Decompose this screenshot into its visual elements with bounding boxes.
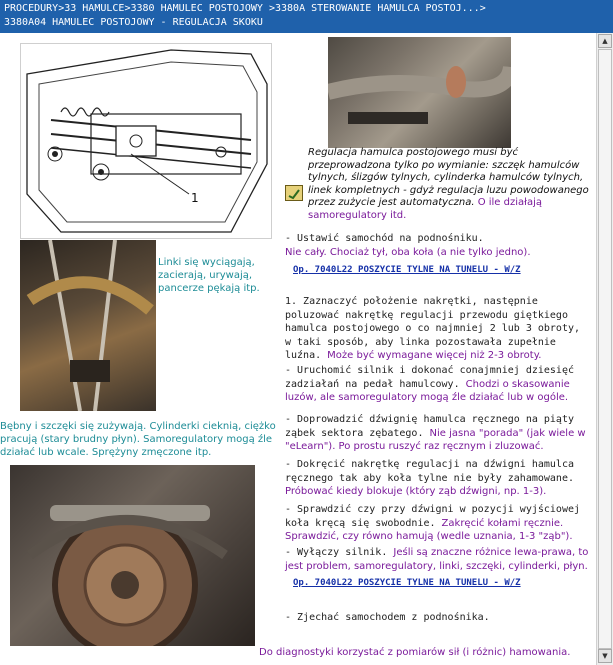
info-note xyxy=(308,147,592,222)
cable-photo-image xyxy=(20,240,156,411)
step-6 xyxy=(285,546,590,573)
step-2-comment: Chodzi o skasowanie luzów, ale samoregulatory mogą źle działać lub w ogóle. xyxy=(285,378,570,403)
info-note-comment: O ile działają samoregulatory itd. xyxy=(308,197,543,221)
step-2-text: - Uruchomić silnik i dokonać conajmniej dziesięć zadziałań na pedał hamulcowy. xyxy=(285,365,574,390)
step-3-comment: Nie jasna "porada" (jak wiele w "eLearn"). Po prostu ruszyć raz ręcznym i zluzować. xyxy=(285,427,586,452)
step-3 xyxy=(285,413,590,454)
breadcrumb-separator: > xyxy=(124,3,131,14)
drum-brake-photo-drawing xyxy=(10,465,255,646)
note-icon-glyph xyxy=(286,187,302,201)
breadcrumb-separator: > xyxy=(479,3,486,14)
breadcrumb-item-hamulec-postojowy[interactable]: 3380 HAMULEC POSTOJOWY xyxy=(130,3,263,14)
scrollbar-thumb[interactable] xyxy=(598,49,612,649)
breadcrumb-current: 3380A04 HAMULEC POSTOJOWY - REGULACJA SKOKU xyxy=(4,17,263,28)
step-1 xyxy=(285,295,590,363)
step-1-comment: Może być wymagane więcej niż 2-3 obroty. xyxy=(327,350,542,361)
breadcrumb-item-procedury[interactable]: PROCEDURY xyxy=(4,3,59,14)
step-1-text: 1. Zaznaczyć położenie nakrętki, następnie poluzować nakrętkę regulacji przewodu giętkiego hamulca postojowego o co najmniej 2 lub 3 obroty, w taki sposób, aby linka pozostawała zupełnie luźna. xyxy=(285,296,581,361)
step-5 xyxy=(285,503,590,544)
breadcrumb-item-sterowanie[interactable]: 3380A STEROWANIE HAMULCA POSTOJ... xyxy=(274,3,480,14)
drum-note: Bębny i szczęki się zużywają. Cylinderki cieknią, ciężko pracują (stary brudny płyn). Samoregulatory mogą źle działać lub wcale. Sprężyny zmęczone itp. xyxy=(0,421,276,458)
diagram-callout-label: 1 xyxy=(191,191,199,205)
step-5-text: - Sprawdzić czy przy dźwigni w pozycji wyjściowej koła kręcą się swobodnie. xyxy=(285,504,581,529)
op-link-2[interactable]: Op. 7040L22 POSZYCIE TYLNE NA TUNELU - W/Z xyxy=(293,578,521,588)
scroll-up-button[interactable]: ▲ xyxy=(598,34,612,48)
breadcrumb-item-hamulce[interactable]: 33 HAMULCE xyxy=(64,3,125,14)
step-4-comment: Próbować kiedy blokuje (który ząb dźwigni, np. 1-3). xyxy=(285,486,547,497)
breadcrumb-separator: > xyxy=(268,3,275,14)
step-3-text: - Doprowadzić dźwignię hamulca ręcznego na piąty ząbek sektora zębatego. xyxy=(285,414,574,439)
breadcrumb xyxy=(0,0,613,33)
drum-brake-photo-image xyxy=(10,465,255,646)
step-7: - Zjechać samochodem z podnośnika. xyxy=(285,612,490,623)
main-content xyxy=(0,33,596,665)
scroll-down-button[interactable]: ▼ xyxy=(598,649,612,663)
op-link-1[interactable]: Op. 7040L22 POSZYCIE TYLNE NA TUNELU - W/Z xyxy=(293,265,521,275)
step-4 xyxy=(285,458,590,499)
step-5-comment: Zakręcić kołami ręcznie. Sprawdzić, czy równo hamują (wedle uznania, 1-3 "ząb"). xyxy=(285,517,573,542)
step-2 xyxy=(285,364,590,405)
step-lift-car-text: - Ustawić samochód na podnośniku. xyxy=(285,233,484,244)
step-6-text: - Wyłączy silnik. xyxy=(285,547,388,558)
handbrake-photo-drawing xyxy=(328,37,511,148)
handbrake-photo-image xyxy=(328,37,511,148)
step-lift-car xyxy=(285,232,590,259)
vertical-scrollbar[interactable] xyxy=(596,33,613,665)
step-lift-car-comment: Nie cały. Chociaż tył, oba koła (a nie tylko jedno). xyxy=(285,246,531,258)
handbrake-diagram-drawing xyxy=(21,44,271,238)
info-note-text: Regulacja hamulca postojowego musi być przeprowadzona tylko po wymianie: szczęk hamulców tylnych, ślizgów tylnych, cylinderka hamulców tylnych, linek kompletnych - gdyż regulacja luzu powodowanego przez zużycie jest automatyczna. xyxy=(308,147,589,208)
cable-photo-drawing xyxy=(20,240,156,411)
footer-comment: Do diagnostyki korzystać z pomiarów sił (i różnic) hamowania. xyxy=(259,647,571,658)
handbrake-diagram-image xyxy=(20,43,272,239)
breadcrumb-separator: > xyxy=(58,3,65,14)
step-6-comment: Jeśli są znaczne różnice lewa-prawa, to jest problem, samoregulatory, linki, szczęki, cylinderki, płyn. xyxy=(285,547,589,572)
note-icon xyxy=(285,185,303,201)
step-4-text: - Dokręcić nakrętkę regulacji na dźwigni hamulca ręcznego tak aby koła tylne nie były zahamowane. xyxy=(285,459,574,484)
cable-note: Linki się wyciągają, zacierają, urywają, pancerze pękają itp. xyxy=(158,257,260,294)
